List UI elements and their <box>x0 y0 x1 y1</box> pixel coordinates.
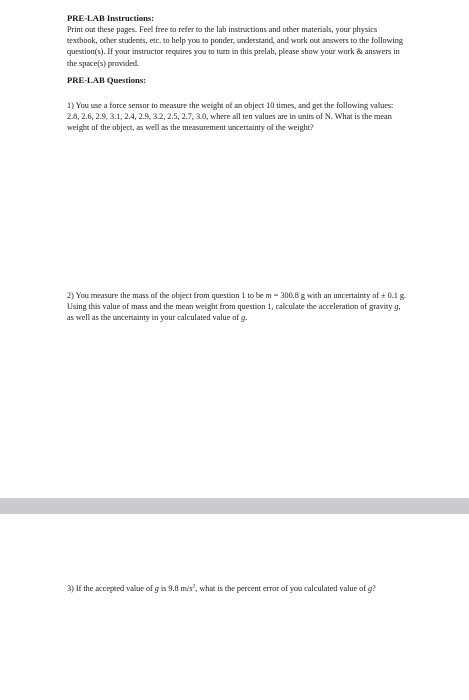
question-1-text: 1) You use a force sensor to measure the weight of an object 10 times, and get the following values: 2.8, 2.6, 2.9, 3.1, 2.4, 2.9, 3.2, 2.5, 2.7, 3.0, where all ten values are in units of N. What is the mean weight of the object, as well as the measurement uncertainty of the weight? <box>67 101 394 133</box>
question-3-part2: is 9.8 m/s <box>158 584 193 593</box>
unit-exponent: 2 <box>192 583 196 590</box>
question-2 <box>67 290 407 324</box>
variable-g: g <box>368 584 373 593</box>
question-3-part1: 3) If the accepted value of <box>67 584 155 593</box>
instructions-heading: PRE-LAB Instructions: <box>67 13 155 23</box>
instructions-paragraph <box>67 24 407 69</box>
variable-g: g <box>241 313 246 323</box>
question-2-part1: 2) You measure the mass of the object from question 1 to be <box>67 291 266 300</box>
question-1 <box>67 100 407 134</box>
variable-m: m <box>265 291 272 300</box>
question-3-part3: , what is the percent error of you calculated value of <box>195 584 369 593</box>
variable-g: g <box>394 302 399 312</box>
question-2-part3: , as well as the uncertainty in your calculated value of <box>67 302 401 323</box>
question-2-text <box>67 290 407 324</box>
question-3 <box>67 583 407 594</box>
instructions-body: Print out these pages. Feel free to refer to the lab instructions and other materials, your physics textbook, other students, etc. to help you to ponder, understand, and work out answers to the following question(s). If your instructor requires you to turn in this prelab, please show your work & answers in the space(s) provided. <box>67 25 403 68</box>
questions-heading: PRE-LAB Questions: <box>67 75 147 85</box>
question-3-text <box>67 583 407 594</box>
question-2-part2: = 300.8 g with an uncertainty of ± 0.1 g. Using this value of mass and the mean weight from question 1, calculate the acceleration of gravity <box>67 291 407 312</box>
question-3-part4: ? <box>372 584 376 593</box>
variable-g: g <box>154 584 159 593</box>
page-separator <box>0 498 469 514</box>
question-2-part4: . <box>245 313 248 323</box>
document-page-2 <box>0 514 469 700</box>
